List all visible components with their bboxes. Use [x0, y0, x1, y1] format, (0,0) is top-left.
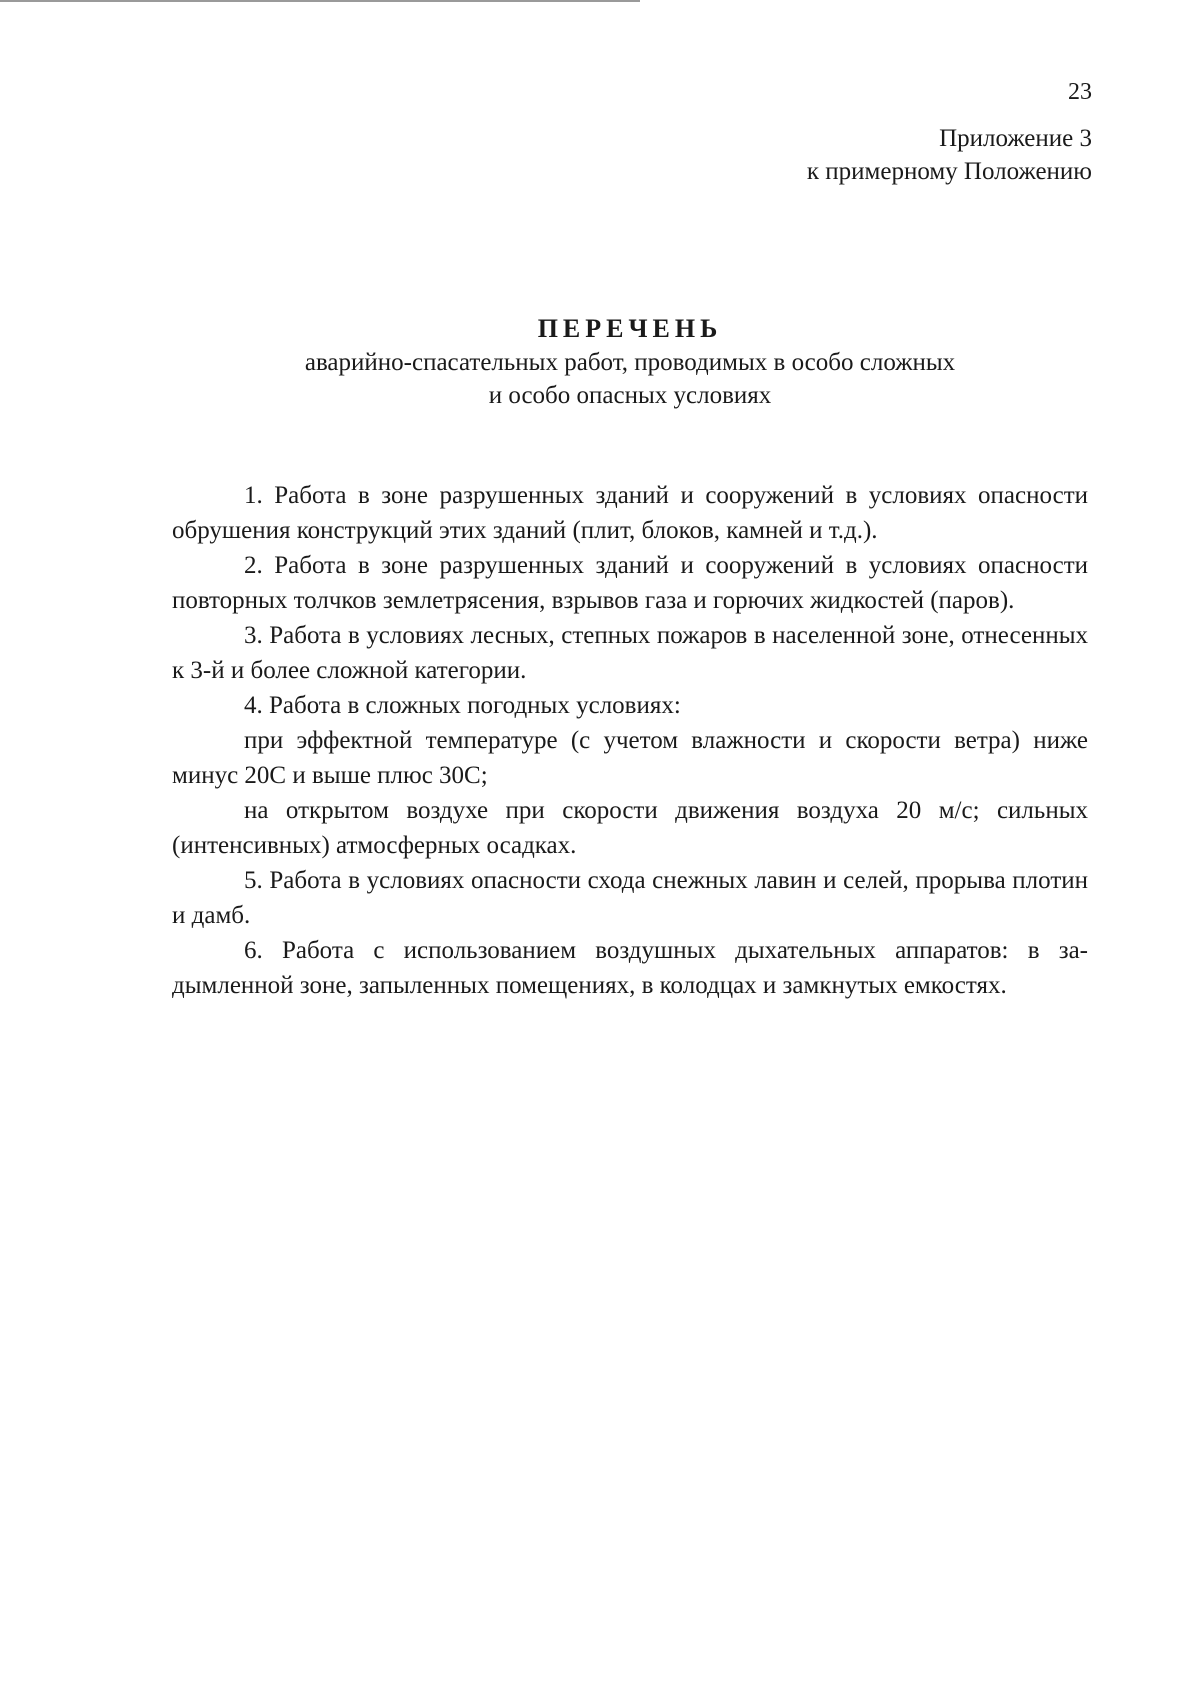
appendix-line-2: к примерному Положению: [806, 158, 1092, 185]
document-subtitle-line-1: аварийно-спасательных работ, проводимых в особо сложных: [304, 349, 956, 376]
paragraph-item-2: 2. Работа в зоне разрушенных зданий и сооружений в условиях опасности повторных толчков землетрясения, взрывов газа и горючих жидкостей (паров).: [172, 552, 1088, 614]
paragraph-item-3: 3. Работа в условиях лесных, степных пожаров в населенной зоне, отнесенных к 3-й и более сложной категории.: [172, 622, 1088, 684]
document-title: ПЕРЕЧЕНЬ: [537, 314, 723, 343]
appendix-reference: [807, 122, 1092, 188]
paragraph-item-4-temperature: при эффектной температуре (с учетом влажности и скорости ветра) ниже минус 20С и выше плюс 30С;: [172, 727, 1088, 789]
document-heading: [172, 312, 1088, 412]
document-subtitle-line-2: и особо опасных условиях: [488, 382, 772, 409]
paragraph-item-4: 4. Работа в сложных погодных условиях:: [244, 692, 681, 719]
paragraph-item-5: 5. Работа в условиях опасности схода снежных лавин и селей, прорыва плотин и дамб.: [172, 867, 1088, 929]
page-number: 23: [1068, 79, 1092, 105]
scan-edge-line: [0, 0, 640, 2]
paragraph-item-6: 6. Работа с использованием воздушных дыхательных аппаратов: в задымленной зоне, запыленных помещениях, в колодцах и замкнутых емкостях.: [172, 937, 1088, 999]
paragraph-item-4-wind: на открытом воздухе при скорости движения воздуха 20 м/с; сильных (интенсивных) атмосферных осадках.: [172, 797, 1088, 859]
document-body: [172, 478, 1088, 1003]
paragraph-item-1: 1. Работа в зоне разрушенных зданий и сооружений в условиях опасности обрушения конструкций этих зданий (плит, блоков, камней и т.д.).: [172, 482, 1088, 544]
appendix-line-1: Приложение 3: [939, 125, 1092, 152]
